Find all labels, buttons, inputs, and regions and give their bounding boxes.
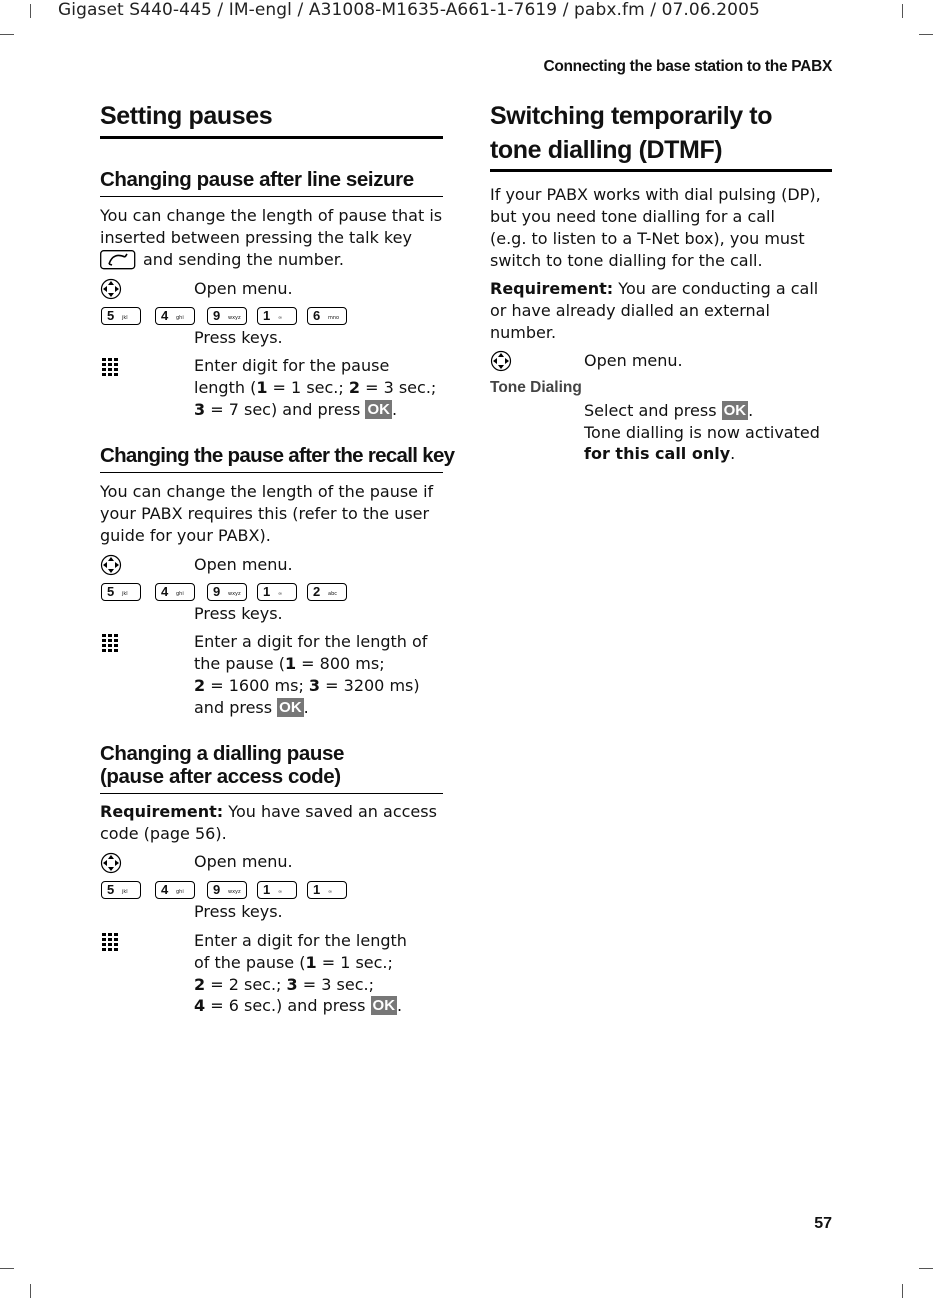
instruction-text: Select and press OK . (584, 401, 754, 420)
key-1: 1 ∞ (257, 583, 297, 601)
subsection-rule (100, 196, 443, 197)
key-4: 4 ghi (155, 307, 195, 325)
key-4: 4 ghi (155, 583, 195, 601)
page-number: 57 (814, 1215, 832, 1232)
paragraph-line: inserted between pressing the talk key (100, 228, 412, 247)
subsection-heading: Changing the pause after the recall key (100, 444, 455, 467)
crop-mark (902, 1284, 903, 1298)
keypad-icon (101, 932, 121, 952)
key-sequence (101, 881, 361, 901)
key-6: 6 mno (307, 307, 347, 325)
instruction-text: Press keys. (194, 902, 283, 921)
key-2: 2 abc (307, 583, 347, 601)
control-key-icon (100, 278, 122, 300)
ok-softkey: OK (723, 402, 747, 419)
control-key-icon (100, 554, 122, 576)
crop-mark (902, 4, 903, 18)
ok-softkey: OK (367, 401, 390, 418)
instruction-text: Open menu. (194, 279, 293, 298)
key-9: 9 wxyz (207, 307, 247, 325)
section-title: tone dialling (DTMF) (490, 136, 723, 164)
paragraph-line: guide for your PABX). (100, 526, 271, 545)
key-4: 4 ghi (155, 881, 195, 899)
paragraph-line: You can change the length of pause that is (100, 206, 443, 225)
crop-mark (0, 1268, 14, 1269)
paragraph-line: Requirement: You have saved an access (100, 802, 437, 821)
key-1: 1 ∞ (307, 881, 347, 899)
paragraph-line: Requirement: You are conducting a call (490, 279, 819, 298)
title-rule (490, 169, 832, 172)
instruction-text: for this call only. (584, 444, 736, 463)
key-sequence (101, 583, 361, 603)
instruction-text: 3 = 7 sec) and press OK . (194, 400, 398, 419)
key-9: 9 wxyz (207, 881, 247, 899)
menu-entry-label: Tone Dialing (490, 379, 582, 396)
keypad-icon (101, 357, 121, 377)
subsection-rule (100, 472, 443, 473)
paragraph-line: number. (490, 323, 557, 342)
instruction-text: Tone dialling is now activated (584, 423, 820, 442)
instruction-text: Enter a digit for the length of (194, 632, 428, 651)
key-5: 5 jkl (101, 583, 141, 601)
instruction-text: Open menu. (584, 351, 683, 370)
instruction-text: of the pause (1 = 1 sec.; (194, 953, 393, 972)
instruction-text: 2 = 2 sec.; 3 = 3 sec.; (194, 975, 374, 994)
paragraph-line: but you need tone dialling for a call (490, 207, 775, 226)
key-5: 5 jkl (101, 881, 141, 899)
paragraph-line: switch to tone dialling for the call. (490, 251, 763, 270)
subsection-heading: Changing a dialling pause (100, 742, 344, 765)
section-title: Setting pauses (100, 102, 273, 130)
key-5: 5 jkl (101, 307, 141, 325)
paragraph-line: (e.g. to listen to a T-Net box), you must (490, 229, 805, 248)
paragraph-line: code (page 56). (100, 824, 227, 843)
subsection-heading: Changing pause after line seizure (100, 168, 414, 191)
control-key-icon (490, 350, 512, 372)
crop-mark (30, 4, 31, 18)
paragraph-line: You can change the length of the pause if (100, 482, 434, 501)
key-sequence (101, 307, 361, 327)
instruction-text: 2 = 1600 ms; 3 = 3200 ms) (194, 676, 420, 695)
paragraph-line: or have already dialled an external (490, 301, 770, 320)
instruction-text: Open menu. (194, 852, 293, 871)
ok-softkey: OK (372, 997, 396, 1014)
section-title: Switching temporarily to (490, 102, 773, 130)
instruction-text: Open menu. (194, 555, 293, 574)
crop-mark (919, 34, 933, 35)
crop-mark (919, 1268, 933, 1269)
talk-key-icon (100, 250, 136, 270)
instruction-text: length (1 = 1 sec.; 2 = 3 sec.; (194, 378, 437, 397)
key-1: 1 ∞ (257, 881, 297, 899)
subsection-rule (100, 793, 443, 794)
crop-mark (0, 34, 14, 35)
paragraph-line: and sending the number. (143, 250, 344, 269)
crop-mark (30, 1284, 31, 1298)
ok-softkey: OK (279, 699, 302, 716)
instruction-text: Press keys. (194, 328, 283, 347)
chapter-title: Connecting the base station to the PABX (543, 58, 832, 75)
instruction-text: Enter a digit for the length (194, 931, 407, 950)
subsection-heading: (pause after access code) (100, 765, 341, 788)
key-9: 9 wxyz (207, 583, 247, 601)
keypad-icon (101, 633, 121, 653)
instruction-text: the pause (1 = 800 ms; (194, 654, 385, 673)
paragraph-line: your PABX requires this (refer to the user (100, 504, 430, 523)
instruction-text: Press keys. (194, 604, 283, 623)
instruction-text: Enter digit for the pause (194, 356, 390, 375)
instruction-text: and press OK . (194, 698, 309, 717)
title-rule (100, 136, 443, 139)
document-info: Gigaset S440-445 / IM-engl / A31008-M1635-A661-1-7619 / pabx.fm / 07.06.2005 (58, 0, 760, 20)
instruction-text: 4 = 6 sec.) and press OK . (194, 996, 403, 1015)
key-1: 1 ∞ (257, 307, 297, 325)
control-key-icon (100, 852, 122, 874)
paragraph-line: If your PABX works with dial pulsing (DP), (490, 185, 821, 204)
